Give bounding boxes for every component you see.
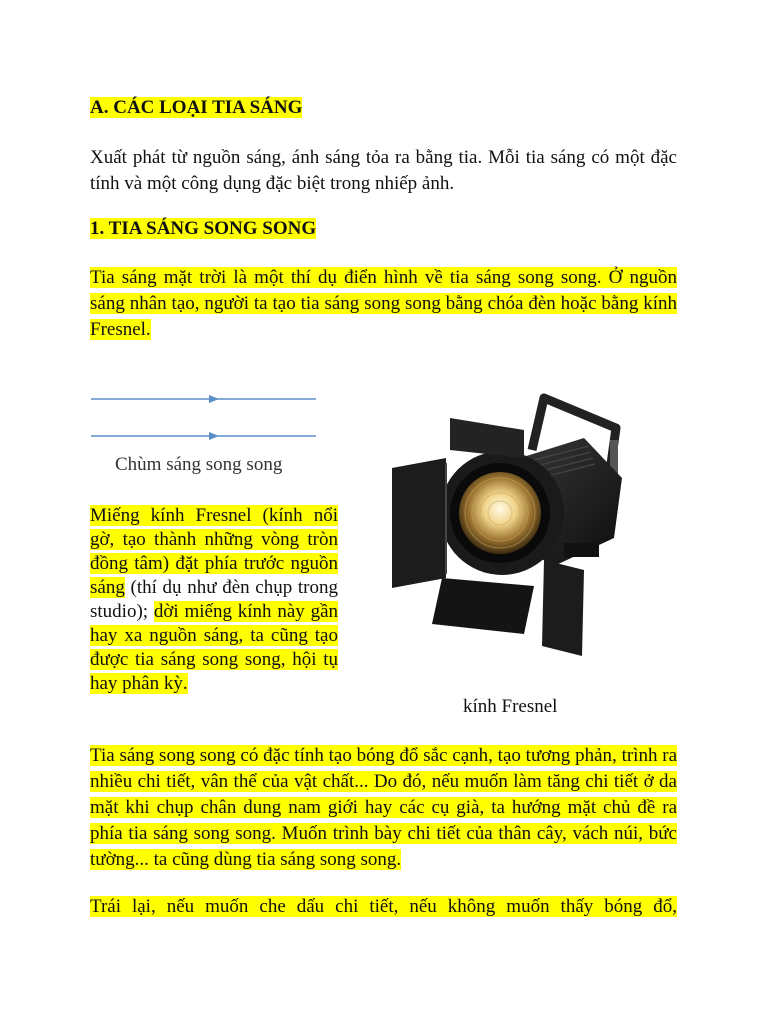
intro-paragraph: Xuất phát từ nguồn sáng, ánh sáng tỏa ra bằng tia. Mỗi tia sáng có một đặc tính và một công dụng đặc biệt trong nhiếp ảnh. — [90, 147, 677, 194]
parallel-rays-diagram — [88, 384, 320, 480]
parallel-light-paragraph: Tia sáng mặt trời là một thí dụ điển hình về tia sáng song song. Ở nguồn sáng nhân tạo, người ta tạo tia sáng song song bằng chóa đèn hoặc bằng kính Fresnel. — [90, 267, 677, 340]
fresnel-lamp-image — [384, 388, 644, 673]
ray-arrow-top — [209, 395, 219, 403]
contrary-paragraph: Trái lại, nếu muốn che dấu chi tiết, nếu không muốn thấy bóng đổ, — [90, 896, 677, 917]
fresnel-paragraph: Miếng kính Fresnel (kính nổi gờ, tạo thành những vòng tròn đồng tâm) đặt phía trước nguồn sáng (thí dụ như đèn chụp trong studio); dời miếng kính này gần hay xa nguồn sáng, ta cũng tạo được tia sáng song song, hội tụ hay phân kỳ. — [90, 505, 338, 694]
image-caption: kính Fresnel — [463, 696, 558, 717]
characteristics-paragraph: Tia sáng song song có đặc tính tạo bóng đổ sắc cạnh, tạo tương phản, trình ra nhiều chi tiết, vân thể của vật chất... Do đó, nếu muốn làm tăng chi tiết ở da mặt khi chụp chân dung nam giới hay các cụ già, ta hướng mặt chủ đề ra phía tia sáng song song. Muốn trình bày chi tiết của thân cây, vách núi, bức tường... ta cũng dùng tia sáng song song. — [90, 745, 677, 870]
ray-arrow-bottom — [209, 432, 219, 440]
section-a-heading: A. CÁC LOẠI TIA SÁNG — [90, 97, 303, 118]
diagram-label: Chùm sáng song song — [115, 454, 283, 475]
section-1-heading: 1. TIA SÁNG SONG SONG — [90, 218, 317, 239]
